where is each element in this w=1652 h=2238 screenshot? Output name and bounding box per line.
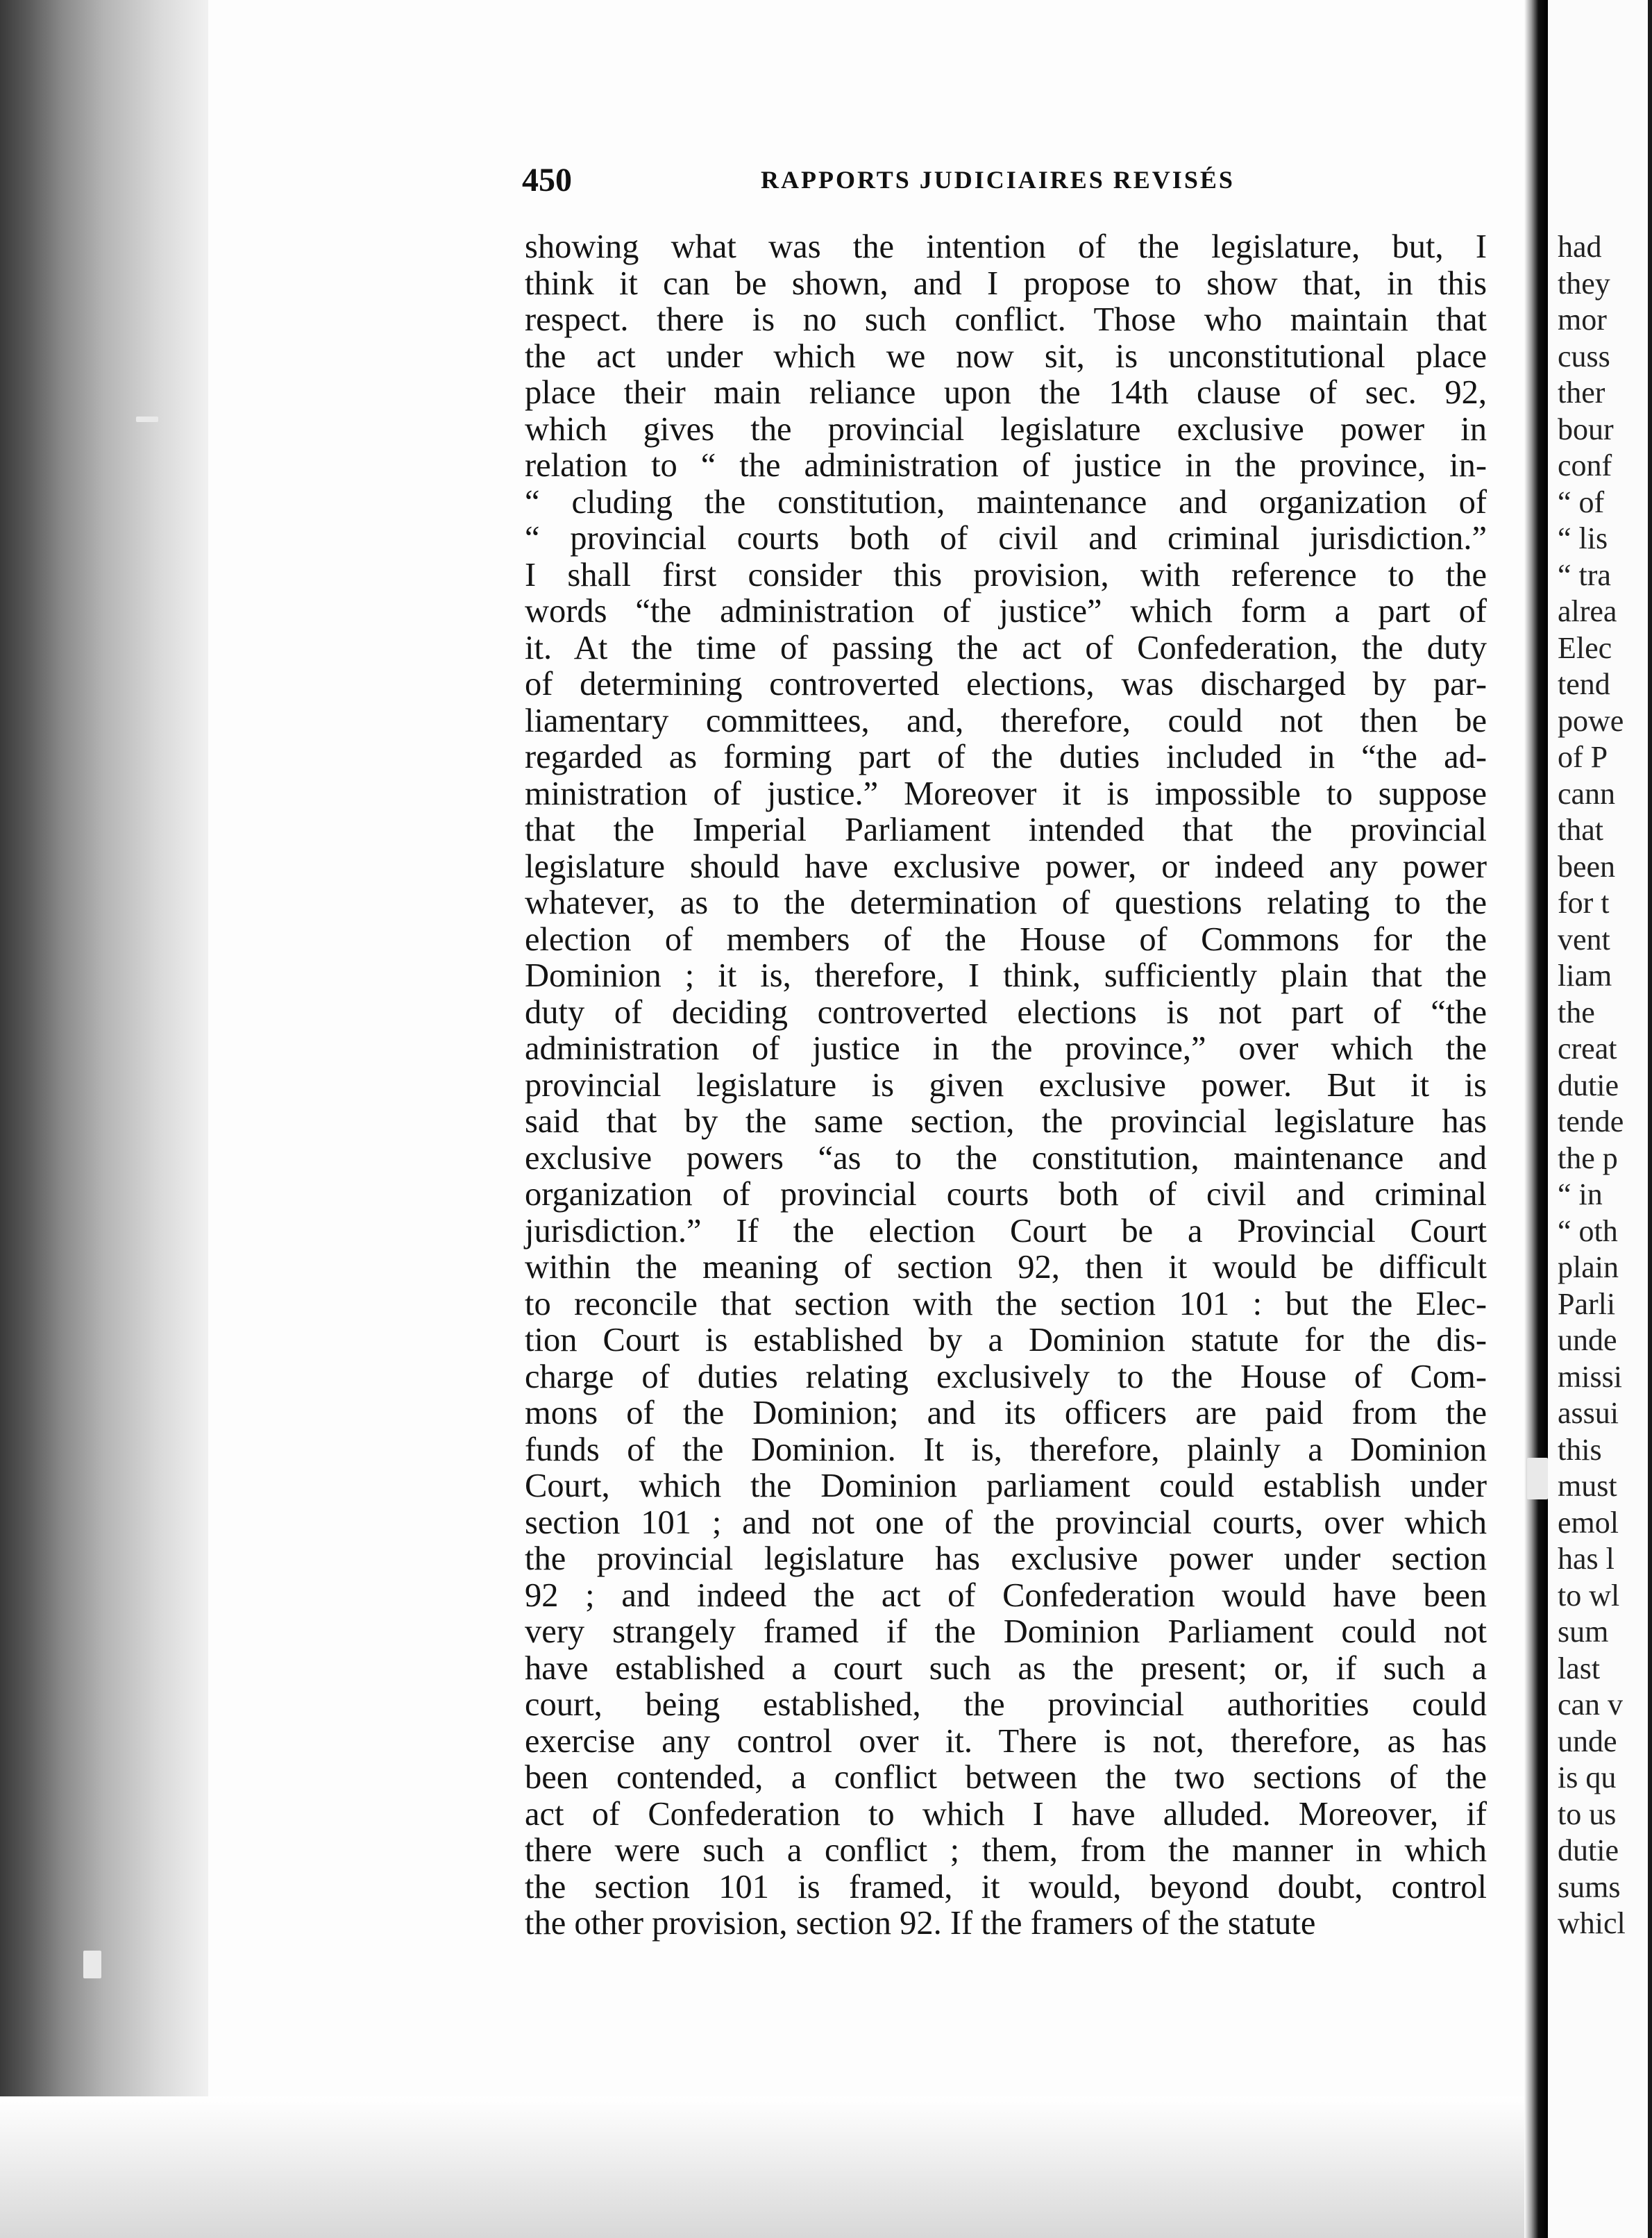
scan-speck xyxy=(1527,1458,1548,1499)
text-line: the other provision, section 92. If the framers of the statute xyxy=(525,1905,1316,1942)
text-line: administration of justice in the province,” over which the xyxy=(525,1030,1487,1067)
text-line: relation to “ the administration of justice in the province, in- xyxy=(525,447,1487,484)
facing-line: vent xyxy=(1558,922,1610,957)
facing-line: that xyxy=(1558,813,1603,847)
text-line: of determining controverted elections, was discharged by par- xyxy=(525,666,1487,702)
facing-line: of P xyxy=(1558,740,1608,774)
text-line: been contended, a conflict between the two sections of the xyxy=(525,1759,1487,1796)
facing-line: sum xyxy=(1558,1615,1609,1649)
facing-line: this xyxy=(1558,1432,1602,1467)
text-line: ministration of justice.” Moreover it is impossible to suppose xyxy=(525,775,1487,812)
text-line: Court, which the Dominion parliament could establish under xyxy=(525,1467,1487,1504)
facing-line: to wl xyxy=(1558,1578,1620,1613)
text-line: “ provincial courts both of civil and criminal jurisdiction.” xyxy=(525,520,1487,557)
text-line: legislature should have exclusive power, or indeed any power xyxy=(525,848,1487,885)
facing-page-text xyxy=(1558,229,1652,1942)
text-line: to reconcile that section with the section 101 : but the Elec- xyxy=(525,1285,1487,1322)
facing-line: they xyxy=(1558,266,1610,301)
text-line: within the meaning of section 92, then it would be difficult xyxy=(525,1249,1487,1286)
running-header xyxy=(522,161,1480,203)
facing-line: tend xyxy=(1558,667,1610,701)
text-line: duty of deciding controverted elections is not part of “the xyxy=(525,993,1487,1031)
facing-line: alrea xyxy=(1558,594,1617,628)
facing-line: ther xyxy=(1558,376,1605,410)
facing-line: dutie xyxy=(1558,1833,1619,1867)
text-line: exercise any control over it. There is not, therefore, as has xyxy=(525,1722,1487,1760)
text-line: regarded as forming part of the duties included in “the ad- xyxy=(525,739,1487,775)
facing-line: is qu xyxy=(1558,1760,1617,1794)
scan-speck xyxy=(83,1951,101,1978)
facing-line: “ tra xyxy=(1558,557,1611,592)
facing-line: assui xyxy=(1558,1396,1619,1430)
text-line: very strangely framed if the Dominion Parliament could not xyxy=(525,1613,1487,1650)
text-line: which gives the provincial legislature exclusive power in xyxy=(525,410,1487,448)
text-line: organization of provincial courts both of civil and criminal xyxy=(525,1176,1487,1213)
text-line: think it can be shown, and I propose to show that, in this xyxy=(525,264,1487,302)
page-number: 450 xyxy=(522,162,572,199)
text-line: section 101 ; and not one of the provincial courts, over which xyxy=(525,1504,1487,1541)
text-line: it. At the time of passing the act of Confederation, the duty xyxy=(525,629,1487,666)
facing-line: cuss xyxy=(1558,339,1610,373)
facing-line: conf xyxy=(1558,448,1612,482)
facing-line: whicl xyxy=(1558,1906,1626,1940)
facing-page xyxy=(1548,0,1652,2238)
text-line: funds of the Dominion. It is, therefore, plainly a Dominion xyxy=(525,1431,1487,1468)
text-line: there were such a conflict ; them, from the manner in which xyxy=(525,1832,1487,1869)
facing-line: liam xyxy=(1558,959,1612,993)
facing-line: the p xyxy=(1558,1141,1618,1175)
facing-line: can v xyxy=(1558,1688,1624,1722)
facing-line: to us xyxy=(1558,1797,1617,1831)
facing-line: unde xyxy=(1558,1323,1617,1357)
text-line: I shall first consider this provision, with reference to the xyxy=(525,556,1487,594)
text-line: the provincial legislature has exclusive power under section xyxy=(525,1540,1487,1577)
text-line: tion Court is established by a Dominion statute for the dis- xyxy=(525,1322,1487,1358)
text-line: act of Confederation to which I have alluded. Moreover, if xyxy=(525,1795,1487,1833)
facing-line: “ lis xyxy=(1558,521,1608,555)
text-line: 92 ; and indeed the act of Confederation would have been xyxy=(525,1576,1487,1614)
text-line: election of members of the House of Commons for the xyxy=(525,920,1487,958)
text-line: said that by the same section, the provincial legislature has xyxy=(525,1103,1487,1140)
text-line: respect. there is no such conflict. Those who maintain that xyxy=(525,301,1487,338)
page-fold-shadow xyxy=(1524,0,1548,2238)
facing-line: must xyxy=(1558,1469,1617,1503)
text-line: court, being established, the provincial authorities could xyxy=(525,1686,1487,1723)
text-line: liamentary committees, and, therefore, could not then be xyxy=(525,702,1487,739)
page-bottom-shadow xyxy=(0,2096,1527,2238)
facing-line: missi xyxy=(1558,1359,1622,1394)
facing-line: unde xyxy=(1558,1724,1617,1758)
text-line: the act under which we now sit, is unconstitutional place xyxy=(525,337,1487,375)
facing-line: Elec xyxy=(1558,630,1612,665)
body-text xyxy=(525,229,1487,1942)
facing-line: been xyxy=(1558,849,1616,884)
facing-line: for t xyxy=(1558,886,1610,920)
text-line: place their main reliance upon the 14th clause of sec. 92, xyxy=(525,374,1487,411)
facing-line: creat xyxy=(1558,1032,1617,1066)
text-line: Dominion ; it is, therefore, I think, sufficiently plain that the xyxy=(525,957,1487,994)
text-line: showing what was the intention of the legislature, but, I xyxy=(525,228,1487,265)
facing-line: bour xyxy=(1558,412,1614,446)
facing-line: last xyxy=(1558,1651,1601,1685)
text-line: provincial legislature is given exclusive power. But it is xyxy=(525,1066,1487,1104)
text-line: whatever, as to the determination of questions relating to the xyxy=(525,884,1487,921)
facing-line: emol xyxy=(1558,1505,1619,1540)
facing-line: Parli xyxy=(1558,1286,1616,1321)
facing-line: sums xyxy=(1558,1869,1621,1904)
facing-line: tende xyxy=(1558,1104,1624,1138)
scanner-gutter xyxy=(0,0,208,2238)
facing-line: “ oth xyxy=(1558,1213,1618,1248)
facing-line: had xyxy=(1558,230,1602,264)
text-line: jurisdiction.” If the election Court be a Provincial Court xyxy=(525,1212,1487,1250)
text-line: “ cluding the constitution, maintenance and organization of xyxy=(525,483,1487,521)
scan-speck xyxy=(136,417,158,422)
text-line: charge of duties relating exclusively to the House of Com- xyxy=(525,1358,1487,1395)
facing-line: has l xyxy=(1558,1542,1615,1576)
facing-line: the xyxy=(1558,995,1595,1029)
text-line: have established a court such as the present; or, if such a xyxy=(525,1649,1487,1687)
text-line: exclusive powers “as to the constitution, maintenance and xyxy=(525,1139,1487,1177)
text-line: words “the administration of justice” which form a part of xyxy=(525,593,1487,630)
text-line: the section 101 is framed, it would, beyond doubt, control xyxy=(525,1868,1487,1905)
facing-line: cann xyxy=(1558,776,1616,811)
text-line: that the Imperial Parliament intended that the provincial xyxy=(525,811,1487,848)
facing-line: “ in xyxy=(1558,1177,1603,1211)
running-title: RAPPORTS JUDICIAIRES REVISÉS xyxy=(761,166,1235,194)
facing-line: mor xyxy=(1558,303,1607,337)
scan-right-edge xyxy=(1648,0,1652,2238)
facing-line: “ of xyxy=(1558,485,1605,519)
facing-line: plain xyxy=(1558,1250,1619,1284)
text-line: mons of the Dominion; and its officers are paid from the xyxy=(525,1395,1487,1431)
facing-line: powe xyxy=(1558,703,1624,738)
facing-line: dutie xyxy=(1558,1068,1619,1102)
